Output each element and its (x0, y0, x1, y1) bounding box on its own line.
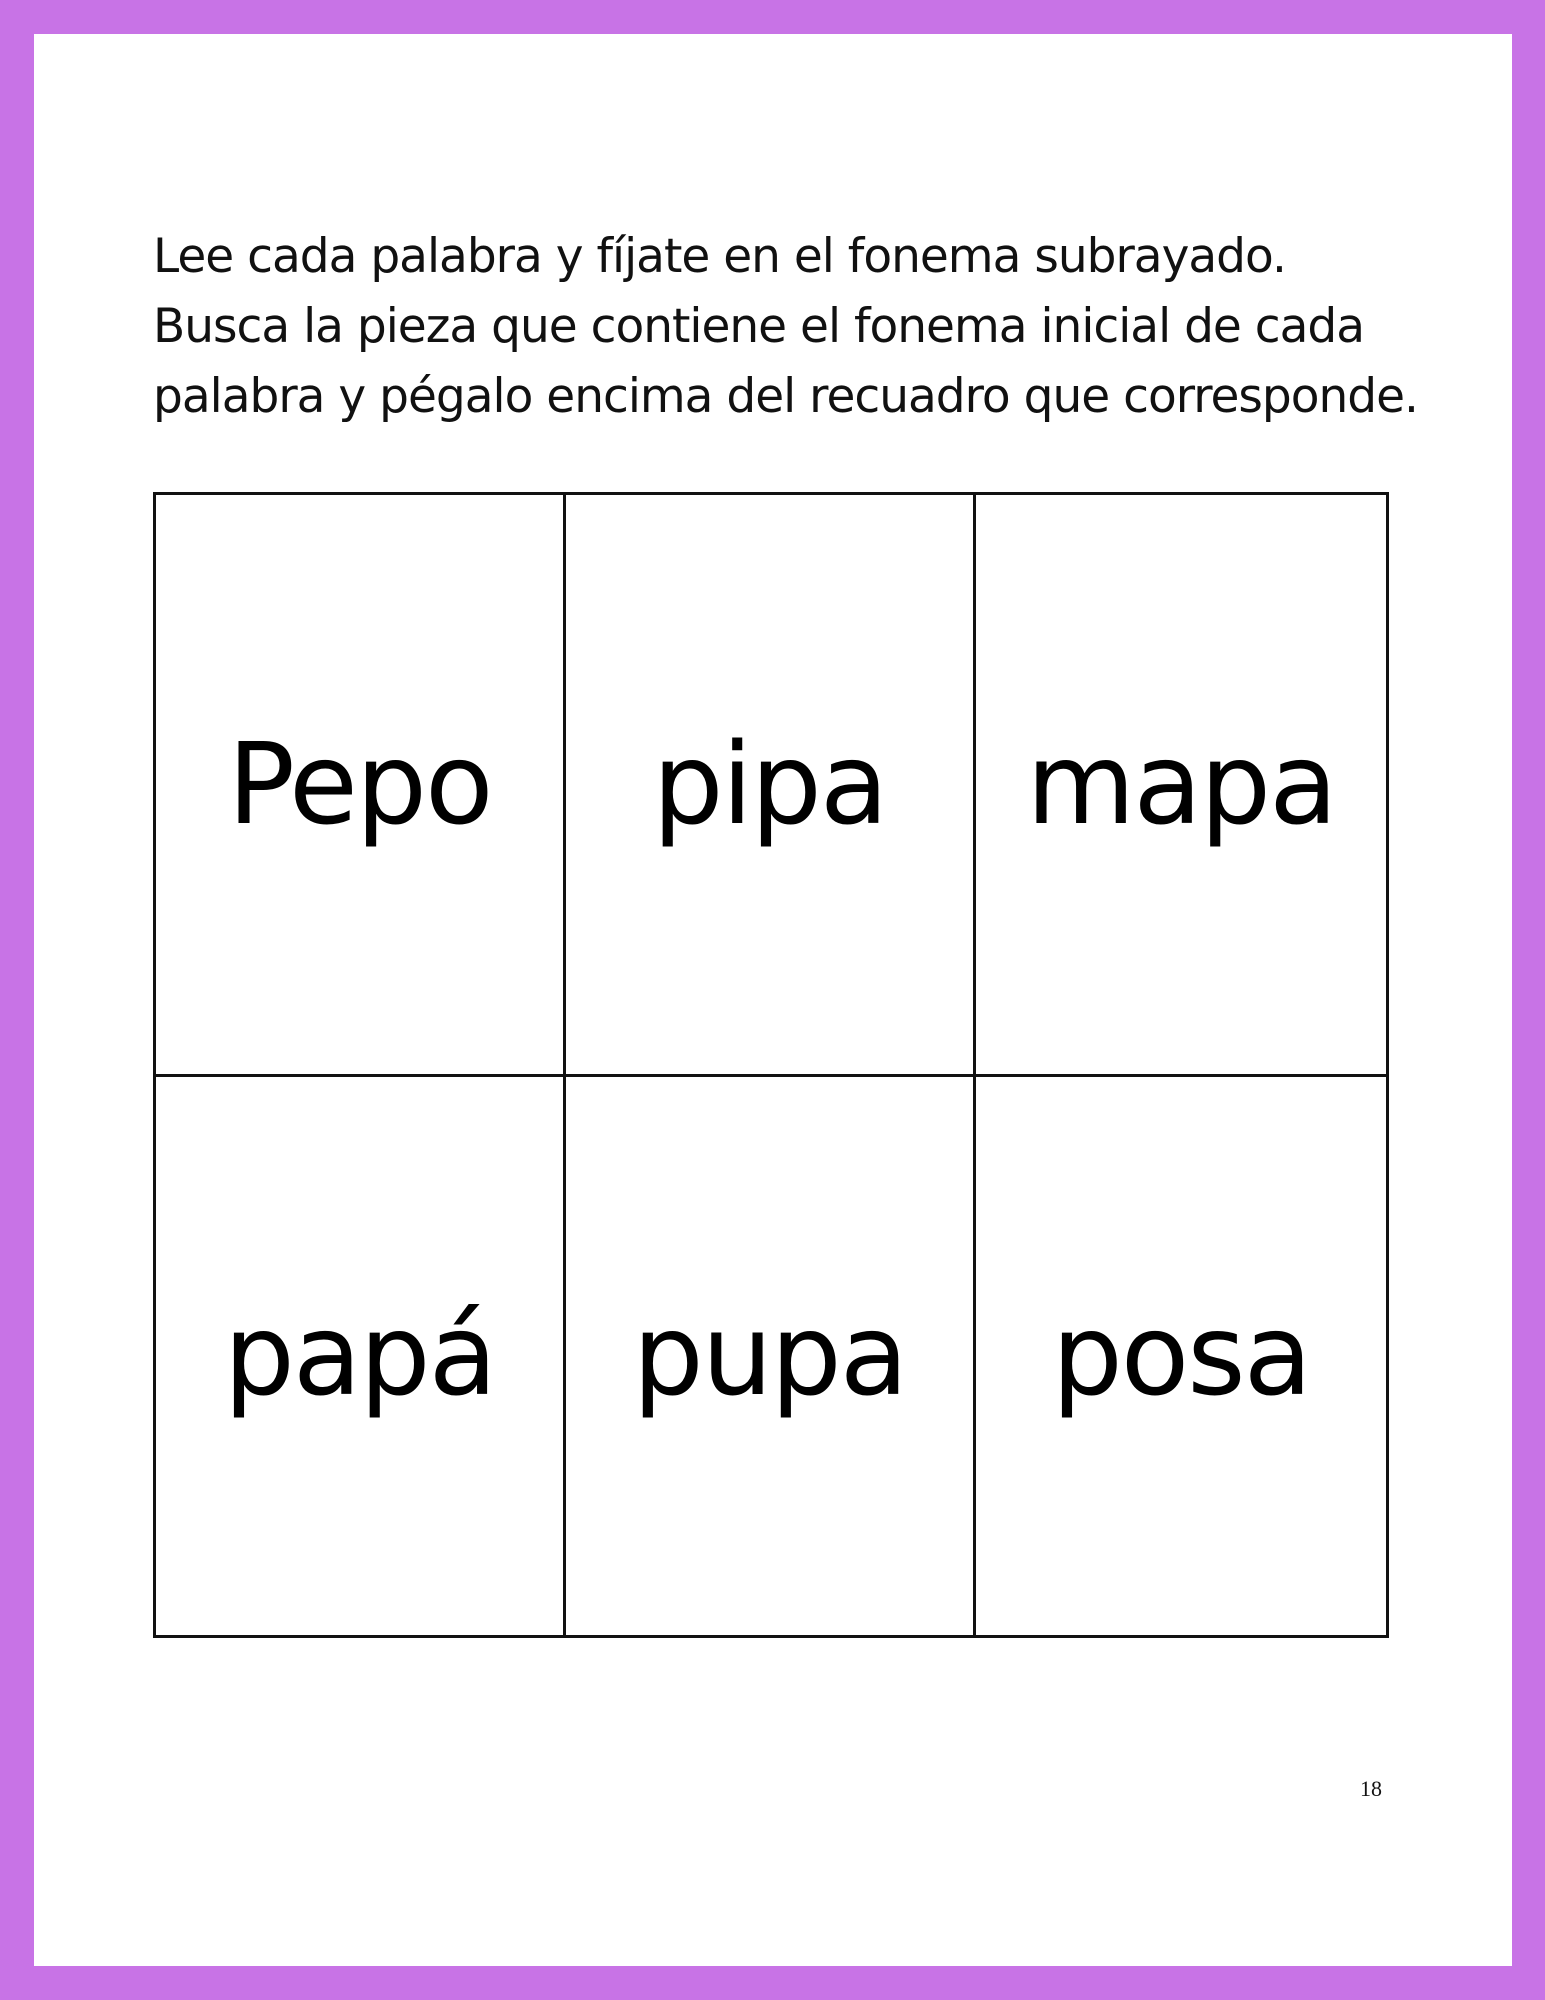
worksheet-page (34, 34, 1512, 1966)
word-cell (976, 1077, 1386, 1635)
page-number: 18 (1360, 1776, 1382, 1801)
word: Pepo (227, 719, 492, 850)
word: papá (223, 1291, 496, 1421)
word-cell (156, 1077, 566, 1635)
word-cell (566, 1077, 976, 1635)
word: pipa (652, 719, 887, 850)
word: mapa (1026, 719, 1336, 850)
word-cell (156, 495, 566, 1077)
instructions-text: Lee cada palabra y fíjate en el fonema subrayado. Busca la pieza que contiene el fonema inicial de cada palabra y pégalo encima del recuadro que corresponde. (153, 229, 1418, 424)
word-grid (153, 492, 1389, 1638)
word-cell (566, 495, 976, 1077)
word: pupa (632, 1291, 907, 1421)
word-cell (976, 495, 1386, 1077)
word: posa (1051, 1291, 1311, 1421)
